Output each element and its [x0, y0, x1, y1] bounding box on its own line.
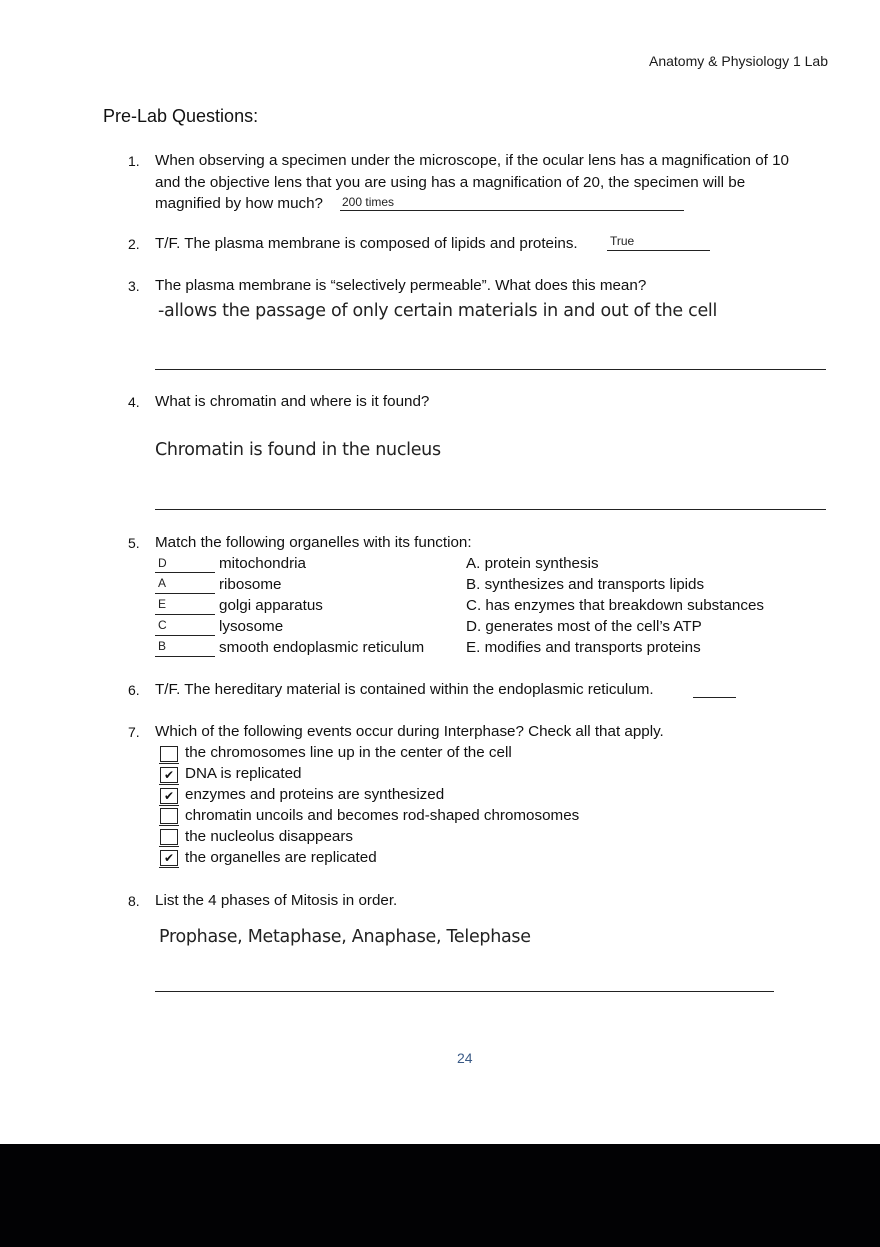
match-answer[interactable]: A: [158, 576, 167, 590]
match-answer[interactable]: D: [158, 556, 167, 570]
match-underline: [155, 572, 215, 573]
checkbox-label: enzymes and proteins are synthesized: [185, 786, 445, 803]
question-text: What is chromatin and where is it found?: [155, 393, 430, 410]
checkbox[interactable]: [160, 829, 178, 845]
answer-field[interactable]: 200 times: [342, 195, 395, 209]
match-answer[interactable]: C: [158, 618, 167, 632]
match-underline: [155, 635, 215, 636]
question-text: The plasma membrane is “selectively permeable”. What does this mean?: [155, 277, 647, 294]
page-number: 24: [457, 1050, 473, 1066]
section-title: Pre-Lab Questions:: [103, 106, 259, 126]
question-text: Which of the following events occur during Interphase? Check all that apply.: [155, 723, 664, 740]
function-option: E. modifies and transports proteins: [466, 639, 701, 656]
match-answer[interactable]: E: [158, 597, 167, 611]
question-number: 6.: [128, 682, 140, 698]
checkbox-checked[interactable]: ✔: [160, 850, 178, 866]
checkbox-checked[interactable]: ✔: [160, 788, 178, 804]
answer-field[interactable]: Prophase, Metaphase, Anaphase, Telephase: [159, 927, 531, 947]
question-number: 2.: [128, 236, 140, 252]
answer-field[interactable]: True: [610, 234, 635, 248]
question-number: 4.: [128, 394, 140, 410]
question-text-line: magnified by how much?: [155, 195, 323, 212]
organelle-label: ribosome: [219, 576, 282, 593]
question-text: T/F. The plasma membrane is composed of lipids and proteins.: [155, 235, 578, 252]
question-number: 8.: [128, 893, 140, 909]
organelle-label: golgi apparatus: [219, 597, 323, 614]
function-option: C. has enzymes that breakdown substances: [466, 597, 765, 614]
answer-field[interactable]: -allows the passage of only certain materials in and out of the cell: [158, 301, 718, 321]
checkbox-label: the organelles are replicated: [185, 849, 377, 866]
answer-underline: [155, 509, 826, 510]
question-text-line: and the objective lens that you are using has a magnification of 20, the specimen will be: [155, 174, 746, 191]
match-underline: [155, 593, 215, 594]
organelle-label: mitochondria: [219, 555, 306, 572]
black-letterbox-band: [0, 1144, 880, 1247]
function-option: A. protein synthesis: [466, 555, 599, 572]
question-text: Match the following organelles with its function:: [155, 534, 472, 551]
answer-underline: [155, 369, 826, 370]
question-number: 7.: [128, 724, 140, 740]
running-header: Anatomy & Physiology 1 Lab: [649, 53, 828, 69]
checkbox-label: chromatin uncoils and becomes rod-shaped chromosomes: [185, 807, 580, 824]
question-number: 5.: [128, 535, 140, 551]
checkbox-label: DNA is replicated: [185, 765, 302, 782]
match-underline: [155, 614, 215, 615]
checkbox-checked[interactable]: ✔: [160, 767, 178, 783]
answer-underline: [340, 210, 684, 211]
checkbox[interactable]: [160, 808, 178, 824]
question-number: 1.: [128, 153, 140, 169]
answer-underline: [693, 697, 736, 698]
question-number: 3.: [128, 278, 140, 294]
checkbox-label: the nucleolus disappears: [185, 828, 354, 845]
answer-underline: [155, 991, 774, 992]
checkbox[interactable]: [160, 746, 178, 762]
organelle-label: lysosome: [219, 618, 284, 635]
match-answer[interactable]: B: [158, 639, 167, 653]
match-underline: [155, 656, 215, 657]
question-text-line: When observing a specimen under the microscope, if the ocular lens has a magnification of 10: [155, 152, 790, 169]
question-text: T/F. The hereditary material is contained within the endoplasmic reticulum.: [155, 681, 654, 698]
checkbox-label: the chromosomes line up in the center of the cell: [185, 744, 512, 761]
question-text: List the 4 phases of Mitosis in order.: [155, 892, 398, 909]
organelle-label: smooth endoplasmic reticulum: [219, 639, 425, 656]
function-option: B. synthesizes and transports lipids: [466, 576, 705, 593]
function-option: D. generates most of the cell’s ATP: [466, 618, 702, 635]
answer-field[interactable]: Chromatin is found in the nucleus: [155, 440, 441, 460]
answer-underline: [607, 250, 710, 251]
